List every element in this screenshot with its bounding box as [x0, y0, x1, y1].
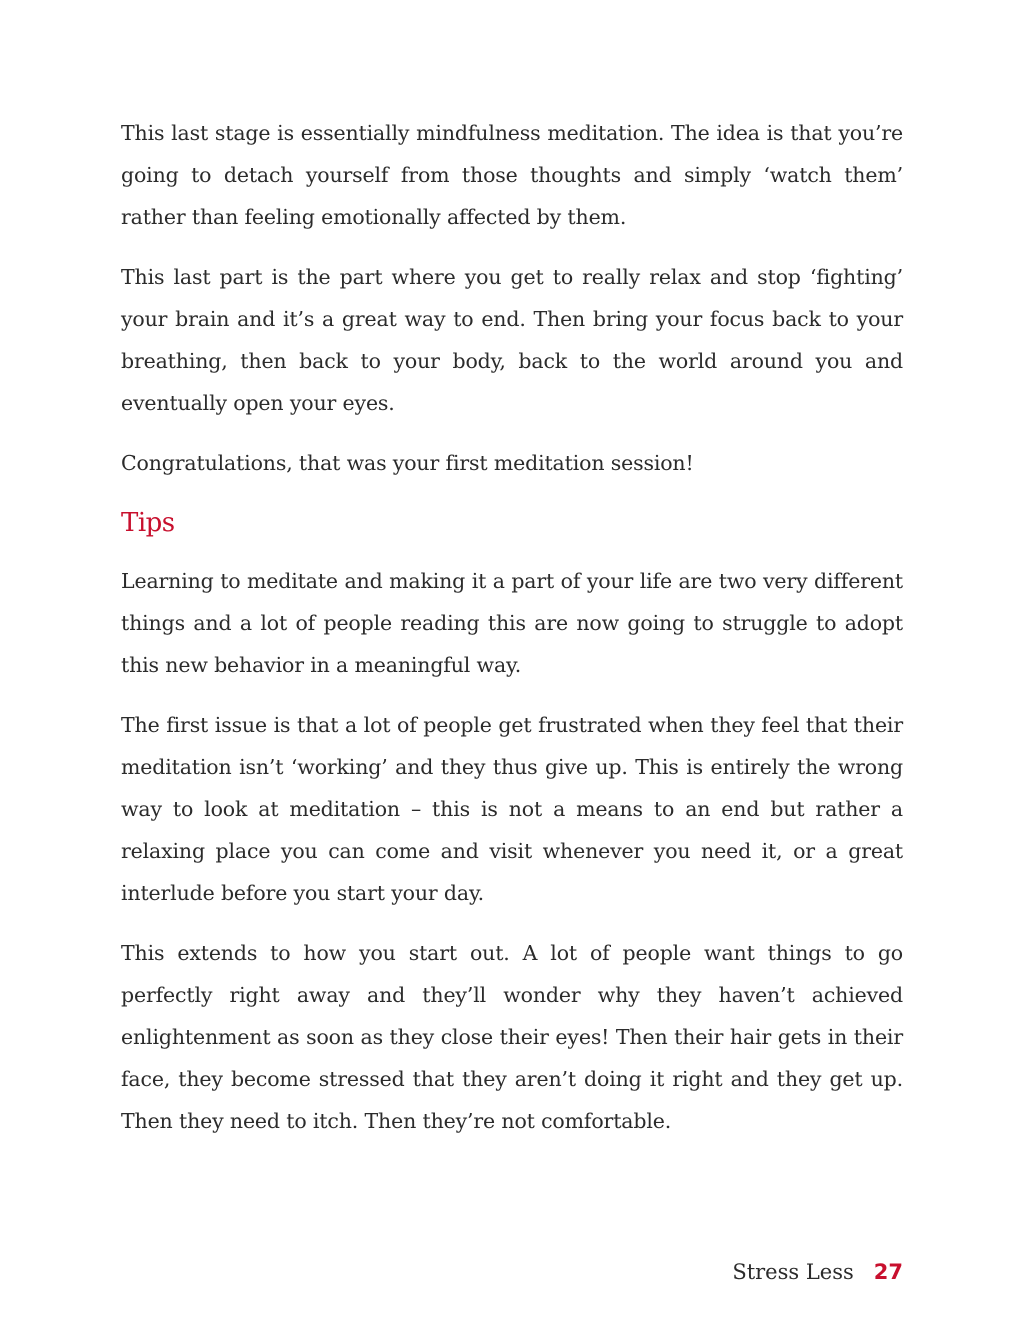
body-paragraph: This last stage is essentially mindfulness meditation. The idea is that you’re going to detach yourself from those thoughts and simply ‘watch them’ rather than feeling emotionally affected by them. — [121, 121, 903, 229]
page-content — [121, 112, 903, 1160]
page-footer — [732, 1255, 903, 1289]
page-number: 27 — [873, 1260, 903, 1284]
body-paragraph: This extends to how you start out. A lot of people want things to go perfectly right away and they’ll wonder why they haven’t achieved enlightenment as soon as they close their eyes! Then their hair gets in their face, they become stressed that they aren’t doing it right and they get up. Then they need to itch. Then they’re not comfortable. — [121, 941, 903, 1133]
body-paragraph: This last part is the part where you get to really relax and stop ‘fighting’ your brain and it’s a great way to end. Then bring your focus back to your breathing, then back to your body, back to the world around you and eventually open your eyes. — [121, 265, 903, 415]
body-paragraph: Learning to meditate and making it a part of your life are two very different things and a lot of people reading this are now going to struggle to adopt this new behavior in a meaningful way. — [121, 569, 903, 677]
body-paragraph: The first issue is that a lot of people get frustrated when they feel that their meditation isn’t ‘working’ and they thus give up. This is entirely the wrong way to look at meditation – this is not a means to an end but rather a relaxing place you can come and visit whenever you need it, or a great interlude before you start your day. — [121, 713, 903, 905]
body-paragraph: Congratulations, that was your first meditation session! — [121, 451, 694, 475]
footer-book-title: Stress Less — [732, 1260, 854, 1284]
section-heading-tips: Tips — [121, 508, 175, 538]
